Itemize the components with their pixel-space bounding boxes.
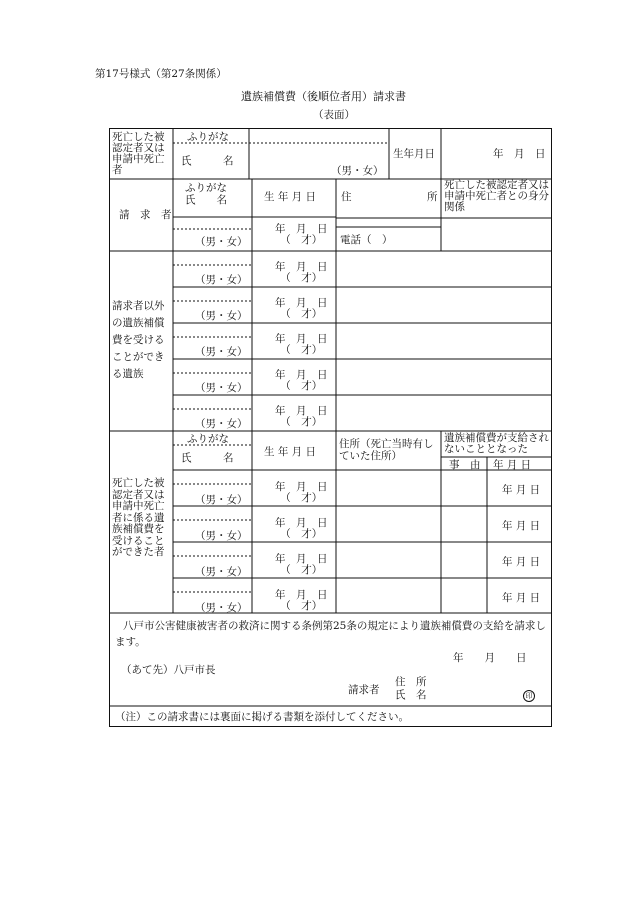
prior-stop-date: 年 月 日: [502, 556, 541, 568]
deceased-name-label: 氏 名: [181, 155, 234, 167]
form-number: 第17号様式（第27条関係）: [95, 68, 227, 80]
seal-icon: 印: [523, 690, 535, 702]
claimant-sex: （男・女）: [195, 236, 248, 248]
claimant-birth-header: 生 年 月 日: [264, 191, 317, 203]
survivor-birth: 年 月 日 （ 才）: [275, 405, 328, 428]
prior-birth: 年 月 日 （ 才）: [275, 589, 328, 612]
prior-stop-header: 遺族補償費が支給されないこととなった: [444, 432, 549, 455]
prior-birth: 年 月 日 （ 才）: [275, 553, 328, 576]
prior-stop-date: 年 月 日: [502, 520, 541, 532]
claimant-name-header: ふりがな 氏 名: [185, 182, 227, 206]
prior-birth-header: 生 年 月 日: [264, 446, 317, 458]
declaration-date: 年 月 日: [453, 652, 527, 664]
prior-stop-date: 年 月 日: [502, 592, 541, 604]
claimant-label: 請 求 者: [119, 209, 172, 221]
footnote: （注）この請求書には裏面に掲げる書類を添付してください。: [115, 711, 409, 723]
claimant-sign-label: 請求者: [348, 684, 380, 696]
prior-sex: （男・女）: [195, 530, 248, 542]
prior-birth: 年 月 日 （ 才）: [275, 517, 328, 540]
claim-form-table: [109, 128, 552, 727]
declaration-text: 八戸市公害健康被害者の救済に関する条例第25条の規定により遺族補償費の支給を請求します。: [115, 620, 546, 648]
prior-sex: （男・女）: [195, 602, 248, 614]
survivor-birth: 年 月 日 （ 才）: [275, 261, 328, 284]
prior-furigana-header: ふりがな: [187, 433, 229, 445]
prior-date-header: 年 月 日: [493, 459, 532, 471]
claimant-relation-header: 死亡した被認定者又は申請中死亡者との身分関係: [444, 179, 549, 213]
side-label: （表面）: [313, 109, 355, 121]
claimant-address-header-left: 住: [341, 191, 352, 203]
survivor-sex: （男・女）: [195, 346, 248, 358]
survivor-birth: 年 月 日 （ 才）: [275, 297, 328, 320]
deceased-furigana-label: ふりがな: [187, 131, 229, 143]
seal-mark: [523, 689, 535, 702]
prior-survivors-label: 死亡した被認定者又は申請中死亡者に係る遺族補償費を受けることができた者: [112, 477, 165, 558]
claimant-birth-value: 年 月 日 （ 才）: [275, 223, 328, 246]
name-label: 氏 名: [395, 689, 427, 701]
survivor-sex: （男・女）: [195, 310, 248, 322]
survivor-sex: （男・女）: [195, 418, 248, 430]
address-label: 住 所: [395, 676, 427, 688]
prior-address-header: 住所（死亡当時有していた住所）: [339, 438, 434, 462]
deceased-birth-label: 生年月日: [393, 148, 435, 160]
prior-stop-date: 年 月 日: [502, 484, 541, 496]
claimant-phone: 電話（ ）: [340, 234, 393, 246]
survivor-sex: （男・女）: [195, 382, 248, 394]
deceased-birth-value: 年 月 日: [493, 148, 546, 160]
prior-sex: （男・女）: [195, 494, 248, 506]
form-title: 遺族補償費（後順位者用）請求書: [241, 90, 406, 103]
survivor-birth: 年 月 日 （ 才）: [275, 369, 328, 392]
deceased-sex: （男・女）: [331, 165, 384, 177]
addressee: （あて先）八戸市長: [121, 664, 216, 676]
prior-sex: （男・女）: [195, 566, 248, 578]
survivor-sex: （男・女）: [195, 274, 248, 286]
survivor-birth: 年 月 日 （ 才）: [275, 333, 328, 356]
prior-birth: 年 月 日 （ 才）: [275, 481, 328, 504]
prior-name-header: 氏 名: [181, 452, 234, 464]
other-survivors-label: 請求者以外の遺族補償費を受けることができる遺族: [112, 300, 165, 380]
deceased-label: 死亡した被認定者又は申請中死亡者: [112, 131, 165, 176]
claimant-address-header-right: 所: [427, 191, 438, 203]
prior-reason-header: 事 由: [449, 459, 481, 471]
